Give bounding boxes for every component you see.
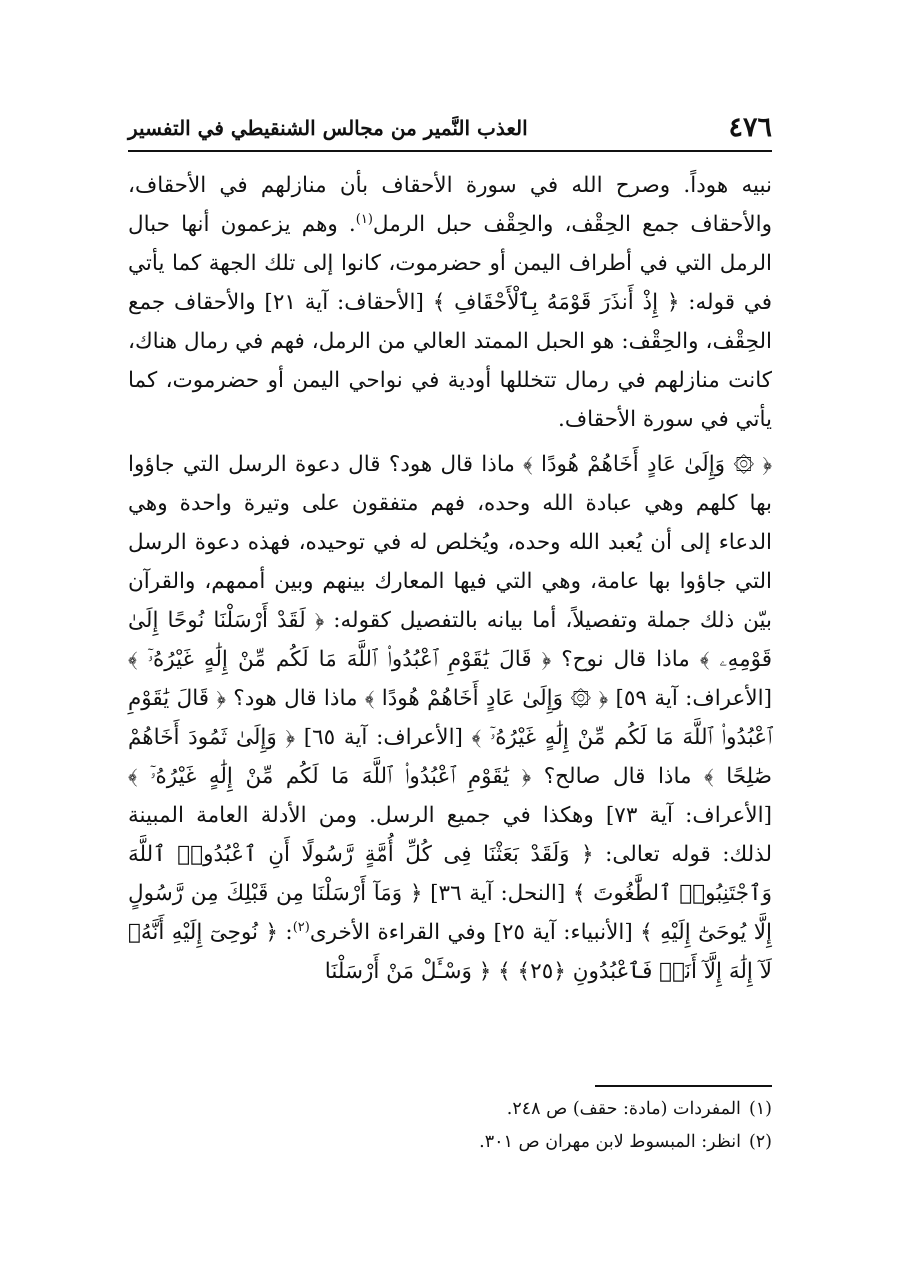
footnote-rule: [595, 1085, 772, 1087]
footnote-2: [128, 1126, 772, 1159]
paragraph-1: [128, 166, 772, 439]
footnote-number: (٢): [748, 1132, 772, 1152]
footnotes: [128, 1093, 772, 1159]
footnote-ref-1: (١): [355, 211, 373, 227]
page-number: ٤٧٦: [728, 112, 772, 143]
body-text: [128, 166, 772, 991]
paragraph-2-continued: : ﴿ نُوحِىٓ إِلَيْهِ أَنَّهُۥ لَآ إِلَٰهَ إِلَّآ أَنَا۠ فَٱعْبُدُونِ ﴿٢٥﴾ ﴾ ﴿ وَسْـَٔلْ مَنْ أَرْسَلْنَا: [128, 920, 772, 984]
footnote-1: [128, 1093, 772, 1126]
footnote-text: انظر: المبسوط لابن مهران ص ٣٠١.: [479, 1132, 741, 1152]
header-rule: [128, 150, 772, 152]
paragraph-1-continued: . وهم يزعمون أنها حبال الرمل التي في أطراف اليمن أو حضرموت، كانوا إلى تلك الجهة كما يأتي في قوله: ﴿ إِذْ أَنذَرَ قَوْمَهُ بِٱلْأَحْقَافِ ﴾ [الأحقاف: آية ٢١] والأحقاف جمع الحِقْف، والحِقْف: هو الحبل الممتد العالي من الرمل، فهم في رمال هناك، كانت منازلهم في رمال تتخللها أودية في نواحي اليمن أو حضرموت، كما يأتي في سورة الأحقاف.: [128, 212, 772, 432]
paragraph-2: [128, 445, 772, 991]
paragraph-2-text: ﴿ ۞ وَإِلَىٰ عَادٍ أَخَاهُمْ هُودًا ﴾ ماذا قال هود؟ قال دعوة الرسل التي جاؤوا بها كلهم وهي عبادة الله وحده، فهم متفقون على وتيرة واحدة وهي الدعاء إلى أن يُعبد الله وحده، ويُخلص له في توحيده، فهذه دعوة الرسل التي جاؤوا بها عامة، وهي التي فيها المعارك بينهم وبين أممهم، والقرآن بيّن ذلك جملة وتفصيلاً، أما بيانه بالتفصيل كقوله: ﴿ لَقَدْ أَرْسَلْنَا نُوحًا إِلَىٰ قَوْمِهِۦ ﴾ ماذا قال نوح؟ ﴿ قَالَ يَٰقَوْمِ ٱعْبُدُوا۟ ٱللَّهَ مَا لَكُم مِّنْ إِلَٰهٍ غَيْرُهُۥٓ ﴾ [الأعراف: آية ٥٩] ﴿ ۞ وَإِلَىٰ عَادٍ أَخَاهُمْ هُودًا ﴾ ماذا قال هود؟ ﴿ قَالَ يَٰقَوْمِ ٱعْبُدُوا۟ ٱللَّهَ مَا لَكُم مِّنْ إِلَٰهٍ غَيْرُهُۥٓ ﴾ [الأعراف: آية ٦٥] ﴿ وَإِلَىٰ ثَمُودَ أَخَاهُمْ صَٰلِحًا ﴾ ماذا قال صالح؟ ﴿ يَٰقَوْمِ ٱعْبُدُوا۟ ٱللَّهَ مَا لَكُم مِّنْ إِلَٰهٍ غَيْرُهُۥٓ ﴾ [الأعراف: آية ٧٣] وهكذا في جميع الرسل. ومن الأدلة العامة المبينة لذلك: قوله تعالى: ﴿ وَلَقَدْ بَعَثْنَا فِى كُلِّ أُمَّةٍ رَّسُولًا أَنِ ٱعْبُدُوا۟ ٱللَّهَ وَٱجْتَنِبُوا۟ ٱلطَّٰغُوتَ ﴾ [النحل: آية ٣٦] ﴿ وَمَآ أَرْسَلْنَا مِن قَبْلِكَ مِن رَّسُولٍ إِلَّا يُوحَىٰٓ إِلَيْهِ ﴾ [الأنبياء: آية ٢٥] وفي القراءة الأخرى: [128, 452, 773, 945]
running-title: العذب النَّمير من مجالس الشنقيطي في التفسير: [128, 116, 528, 140]
page-header: [128, 112, 772, 146]
footnote-number: (١): [748, 1099, 772, 1119]
footnote-ref-2: (٢): [292, 919, 310, 935]
footnote-text: المفردات (مادة: حقف) ص ٢٤٨.: [506, 1099, 741, 1119]
paragraph-1-text: نبيه هوداً. وصرح الله في سورة الأحقاف بأن منازلهم في الأحقاف، والأحقاف جمع الحِقْف، والحِقْف حبل الرمل: [128, 173, 772, 237]
